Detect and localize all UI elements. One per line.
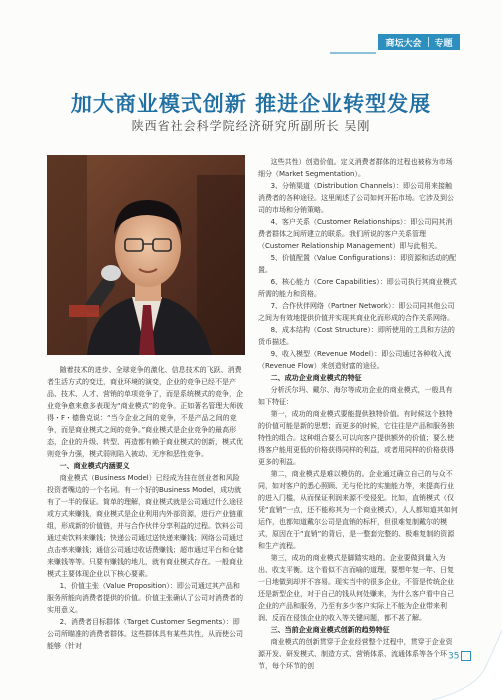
section-heading-2: 二、成功企业商业模式的特征 [270, 374, 362, 382]
column-tag-left: 商坛大会 [385, 38, 422, 49]
page-number-text: 35 [448, 651, 460, 662]
article-byline: 陕西省社会科学院经济研究所副所长 吴刚 [131, 119, 371, 133]
column-tag [378, 34, 460, 50]
right-paragraph-7: 8、成本结构（Cost Structure）：即所使用的工具和方法的货币描述。 [258, 326, 455, 346]
section2-paragraph-4: 第三，成功的商业模式是脚踏实地的。企业要做到量入为出、收支平衡。这个看似不言而喻的道理，要想年复一年、日复一日地做到却并不容易。现实当中的很多企业，不管是传统企业还是新型企业，对于自己的钱从何处赚来，为什么客户看中自己企业的产品和服务，乃至有多少客户实际上不能为企业带来利润、反而在侵蚀企业的收入等关键问题，都不甚了解。 [258, 554, 454, 622]
section1-paragraph-1: 商业模式（Business Model）已经成为挂在创业者和风险投资者嘴边的一个名词。有一个好的Business Model，成功就有了一半的保证。简单的理解，商业模式就是公司通过什么途径或方式来赚钱，商业模式是企业利用内外部资源，进行产业链重组，形成新的价值链，并与合作伙伴分享利益的过程。饮料公司通过卖饮料来赚钱；快递公司通过送快递来赚钱；网络公司通过点击率来赚钱；通信公司通过收话费赚钱；超市通过平台和仓储来赚钱等等。只要有赚钱的地儿，就有商业模式存在。一般商业模式主要体现企业以下核心要素。 [47, 474, 243, 578]
right-paragraph-6: 7、合作伙伴网络（Partner Network）：即公司同其他公司之间为有效地提供价值并实现其商业化而形成的合作关系网络。 [258, 302, 455, 322]
header-rule-left [330, 52, 376, 54]
author-photo [47, 155, 245, 355]
right-paragraph-5: 6、核心能力（Core Capabilities）：即公司执行其商业模式所需的能力和资格。 [258, 278, 457, 298]
section1-paragraph-2: 1、价值主张（Value Proposition）：即公司通过其产品和服务所能向消费者提供的价值。价值主张确认了公司对消费者的实用意义。 [47, 582, 243, 614]
right-paragraph-3: 4、客户关系（Customer Relationships）：即公司同其消费者群体之间所建立的联系。我们所说的客户关系管理（Customer Relationship Management）即与此相关。 [258, 218, 453, 250]
left-text-column [47, 364, 245, 650]
page-curl-icon [432, 630, 502, 700]
article-title: 加大商业模式创新 推进企业转型发展 [70, 92, 432, 116]
section1-paragraph-3: 2、消费者目标群体（Target Customer Segments）：即公司所瞄准的消费者群体。这些群体具有某些共性，从而使公司能够（针对 [47, 618, 243, 650]
intro-paragraph: 随着技术的进步、全球竞争的激化、信息技术的飞跃、消费者生活方式的变迁，商业环境的演变，企业的竞争已经不是产品、技术、人才、营销的单项竞争了，而是系统模式的竞争，企业竞争愈来愈多表现为“商业模式”的竞争。正如著名管理大师彼得・F・德鲁克说：“当今企业之间的竞争，不是产品之间的竞争，而是商业模式之间的竞争。”商业模式是企业竞争的最高形态，企业的升级、转型、再造都有赖于商业模式的创新，模式优则竞争力强，模式弱则陷入被动、无序和恶性竞争。 [47, 366, 244, 458]
section2-paragraph-3: 第二，商业模式是难以模仿的。企业通过确立自己的与众不同，如对客户的悉心照顾、无与伦比的实施能力等，来提高行业的进入门槛，从而保证利润来源不受侵犯。比如，直销模式（仅凭“直销”一点，还不能称其为一个商业模式），人人都知道其如何运作，也都知道戴尔公司是直销的标杆，但很难复制戴尔的模式，原因在于“直销”的背后，是一整套完整的、极难复制的资源和生产流程。 [258, 470, 458, 550]
right-paragraph-8: 9、收入模型（Revenue Model）：即公司通过各种收入流（Revenue Flow）来创造财富的途径。 [258, 350, 452, 370]
section-heading-3: 三、当前企业商业模式创新的趋势特征 [270, 626, 390, 634]
section2-paragraph-1: 分析沃尔玛、戴尔、海尔等成功企业的商业模式，一般具有如下特征： [258, 386, 453, 406]
right-paragraph-4: 5、价值配置（Value Configurations）：即资源和活动的配置。 [258, 254, 457, 274]
right-paragraph-1: 这些共性）创造价值。定义消费者群体的过程也被称为市场细分（Market Segmentation）。 [258, 158, 453, 178]
author-portrait-image [47, 155, 245, 355]
section2-paragraph-2: 第一，成功的商业模式要能提供独特价值。有时候这个独特的价值可能是新的思想；而更多的时候，它往往是产品和服务独特性的组合。这种组合要么可以向客户提供额外的价值；要么使得客户能用更低的价格获得同样的利益，或者用同样的价格获得更多的利益。 [258, 410, 454, 466]
column-tag-divider [428, 37, 429, 47]
right-paragraph-2: 3、分销渠道（Distribution Channels）：即公司用来接触消费者的各种途径。这里阐述了公司如何开拓市场。它涉及到公司的市场和分销策略。 [258, 182, 454, 214]
section3-paragraph-1: 商业模式的创新贯穿于企业经营整个过程中，贯穿于企业资源开发、研发模式、制造方式、营销体系、流通体系等各个环节，每个环节的创 [258, 638, 453, 670]
section-heading-1: 一、商业模式内涵要义 [59, 462, 130, 470]
column-tag-right: 专题 [434, 38, 453, 49]
